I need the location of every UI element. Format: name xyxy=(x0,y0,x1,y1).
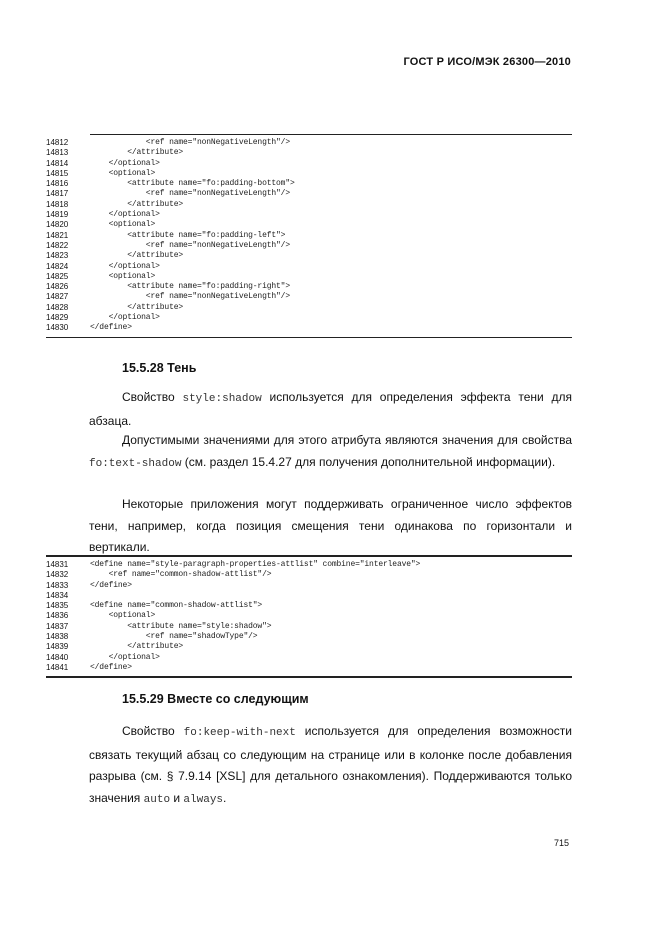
code-line xyxy=(46,642,572,652)
code-text: <optional> xyxy=(90,168,156,178)
code-line xyxy=(46,663,572,673)
line-number: 14813 xyxy=(46,148,69,158)
code-line xyxy=(46,159,572,169)
inline-code: fo:keep-with-next xyxy=(183,727,296,739)
code-block-top-rule xyxy=(46,555,572,557)
line-number: 14824 xyxy=(46,261,69,271)
code-text: </attribute> xyxy=(90,302,184,312)
code-line xyxy=(46,653,572,663)
code-line xyxy=(46,210,572,220)
line-number: 14829 xyxy=(46,313,69,323)
code-text: <attribute name="fo:padding-left"> xyxy=(90,230,286,240)
line-number: 14827 xyxy=(46,292,69,302)
code-text: <ref name="nonNegativeLength"/> xyxy=(90,138,290,147)
line-number: 14814 xyxy=(46,158,69,168)
line-number: 14839 xyxy=(46,642,69,652)
code-line xyxy=(46,601,572,611)
code-text: </attribute> xyxy=(90,251,184,261)
code-text: <ref name="nonNegativeLength"/> xyxy=(90,240,290,250)
line-number: 14840 xyxy=(46,652,69,662)
code-line xyxy=(46,179,572,189)
paragraph: Допустимыми значениями для этого атрибута являются значения для свойства fo:text-shadow (см. раздел 15.4.27 для получения дополнительной информации). xyxy=(89,433,572,470)
line-number: 14836 xyxy=(46,611,69,621)
line-number: 14831 xyxy=(46,560,69,569)
line-number: 14818 xyxy=(46,199,69,209)
line-number: 14812 xyxy=(46,138,69,147)
code-text: <attribute name="style:shadow"> xyxy=(90,621,272,631)
section-heading: 15.5.28 Тень xyxy=(122,361,197,375)
line-number: 14825 xyxy=(46,271,69,281)
inline-code: auto xyxy=(143,793,171,806)
code-text: </define> xyxy=(90,662,132,672)
code-block-top-rule xyxy=(90,134,572,135)
code-line xyxy=(46,272,572,282)
code-line xyxy=(46,200,572,210)
code-line xyxy=(46,622,572,632)
line-number: 14838 xyxy=(46,632,69,642)
code-line xyxy=(46,148,572,158)
code-text: </optional> xyxy=(90,261,160,271)
code-line xyxy=(46,313,572,323)
code-block-1 xyxy=(46,134,572,338)
code-text: </attribute> xyxy=(90,148,184,158)
code-text: <ref name="nonNegativeLength"/> xyxy=(90,292,290,302)
line-number: 14826 xyxy=(46,282,69,292)
line-number: 14816 xyxy=(46,179,69,189)
line-number: 14835 xyxy=(46,601,69,611)
code-block-2 xyxy=(46,555,572,678)
inline-code: fo:text-shadow xyxy=(89,457,182,470)
code-text: </optional> xyxy=(90,313,160,323)
code-text: <optional> xyxy=(90,611,156,621)
code-text: <attribute name="fo:padding-bottom"> xyxy=(90,179,295,189)
code-lines xyxy=(46,560,572,673)
line-number: 14832 xyxy=(46,570,69,580)
code-text: <ref name="nonNegativeLength"/> xyxy=(90,189,290,199)
code-text: </define> xyxy=(90,323,132,333)
paragraph: Некоторые приложения могут поддерживать ограниченное число эффектов тени, например, когда позиция смещения тени одинакова по горизонтали и вертикали. xyxy=(89,497,572,554)
code-text: <optional> xyxy=(90,271,156,281)
code-block-bottom-rule xyxy=(46,337,572,338)
code-text: </define> xyxy=(90,580,132,590)
document-header: ГОСТ Р ИСО/МЭК 26300—2010 xyxy=(403,56,571,68)
code-line xyxy=(46,560,572,570)
code-line xyxy=(46,189,572,199)
code-line xyxy=(46,292,572,302)
inline-code: style:shadow xyxy=(182,393,262,405)
code-line xyxy=(46,262,572,272)
line-number: 14821 xyxy=(46,230,69,240)
inline-code: always xyxy=(183,793,224,806)
code-line xyxy=(46,169,572,179)
line-number: 14817 xyxy=(46,189,69,199)
code-text: </optional> xyxy=(90,652,160,662)
code-line xyxy=(46,220,572,230)
code-text: </optional> xyxy=(90,210,160,220)
line-number: 14815 xyxy=(46,168,69,178)
code-text: <define name="style-paragraph-properties-attlist" combine="interleave"> xyxy=(90,560,421,569)
line-number: 14833 xyxy=(46,580,69,590)
line-number: 14841 xyxy=(46,662,69,672)
code-line xyxy=(46,282,572,292)
line-number: 14828 xyxy=(46,302,69,312)
line-number: 14823 xyxy=(46,251,69,261)
section-heading: 15.5.29 Вместе со следующим xyxy=(122,692,309,706)
code-line xyxy=(46,591,572,601)
code-line xyxy=(46,138,572,148)
code-text: <optional> xyxy=(90,220,156,230)
code-line xyxy=(46,581,572,591)
line-number: 14830 xyxy=(46,323,69,333)
line-number: 14820 xyxy=(46,220,69,230)
code-line xyxy=(46,611,572,621)
line-number: 14822 xyxy=(46,240,69,250)
code-line xyxy=(46,570,572,580)
code-line xyxy=(46,241,572,251)
code-line xyxy=(46,251,572,261)
code-lines xyxy=(46,138,572,334)
code-line xyxy=(46,303,572,313)
line-number: 14834 xyxy=(46,590,69,600)
line-number: 14819 xyxy=(46,210,69,220)
line-number: 14837 xyxy=(46,621,69,631)
code-text: </attribute> xyxy=(90,199,184,209)
code-text: </attribute> xyxy=(90,642,184,652)
code-text: <ref name="common-shadow-attlist"/> xyxy=(90,570,272,580)
code-text: <ref name="shadowType"/> xyxy=(90,632,258,642)
code-line xyxy=(46,632,572,642)
page-number: 715 xyxy=(553,838,569,848)
paragraph: Свойство style:shadow используется для определения эффекта тени для абзаца. xyxy=(89,390,573,428)
code-text: </optional> xyxy=(90,158,160,168)
code-text: <define name="common-shadow-attlist"> xyxy=(90,601,263,611)
code-line xyxy=(46,323,572,333)
code-text: <attribute name="fo:padding-right"> xyxy=(90,282,290,292)
code-line xyxy=(46,231,572,241)
code-block-bottom-rule xyxy=(46,676,572,678)
paragraph: Свойство fo:keep-with-next используется для определения возможности связать текущий абзац со следующим на странице или в колонке после добавления разрыва (см. § 7.9.14 [XSL] для детального ознакомления). Поддерживаются только значения auto и always. xyxy=(89,724,572,806)
